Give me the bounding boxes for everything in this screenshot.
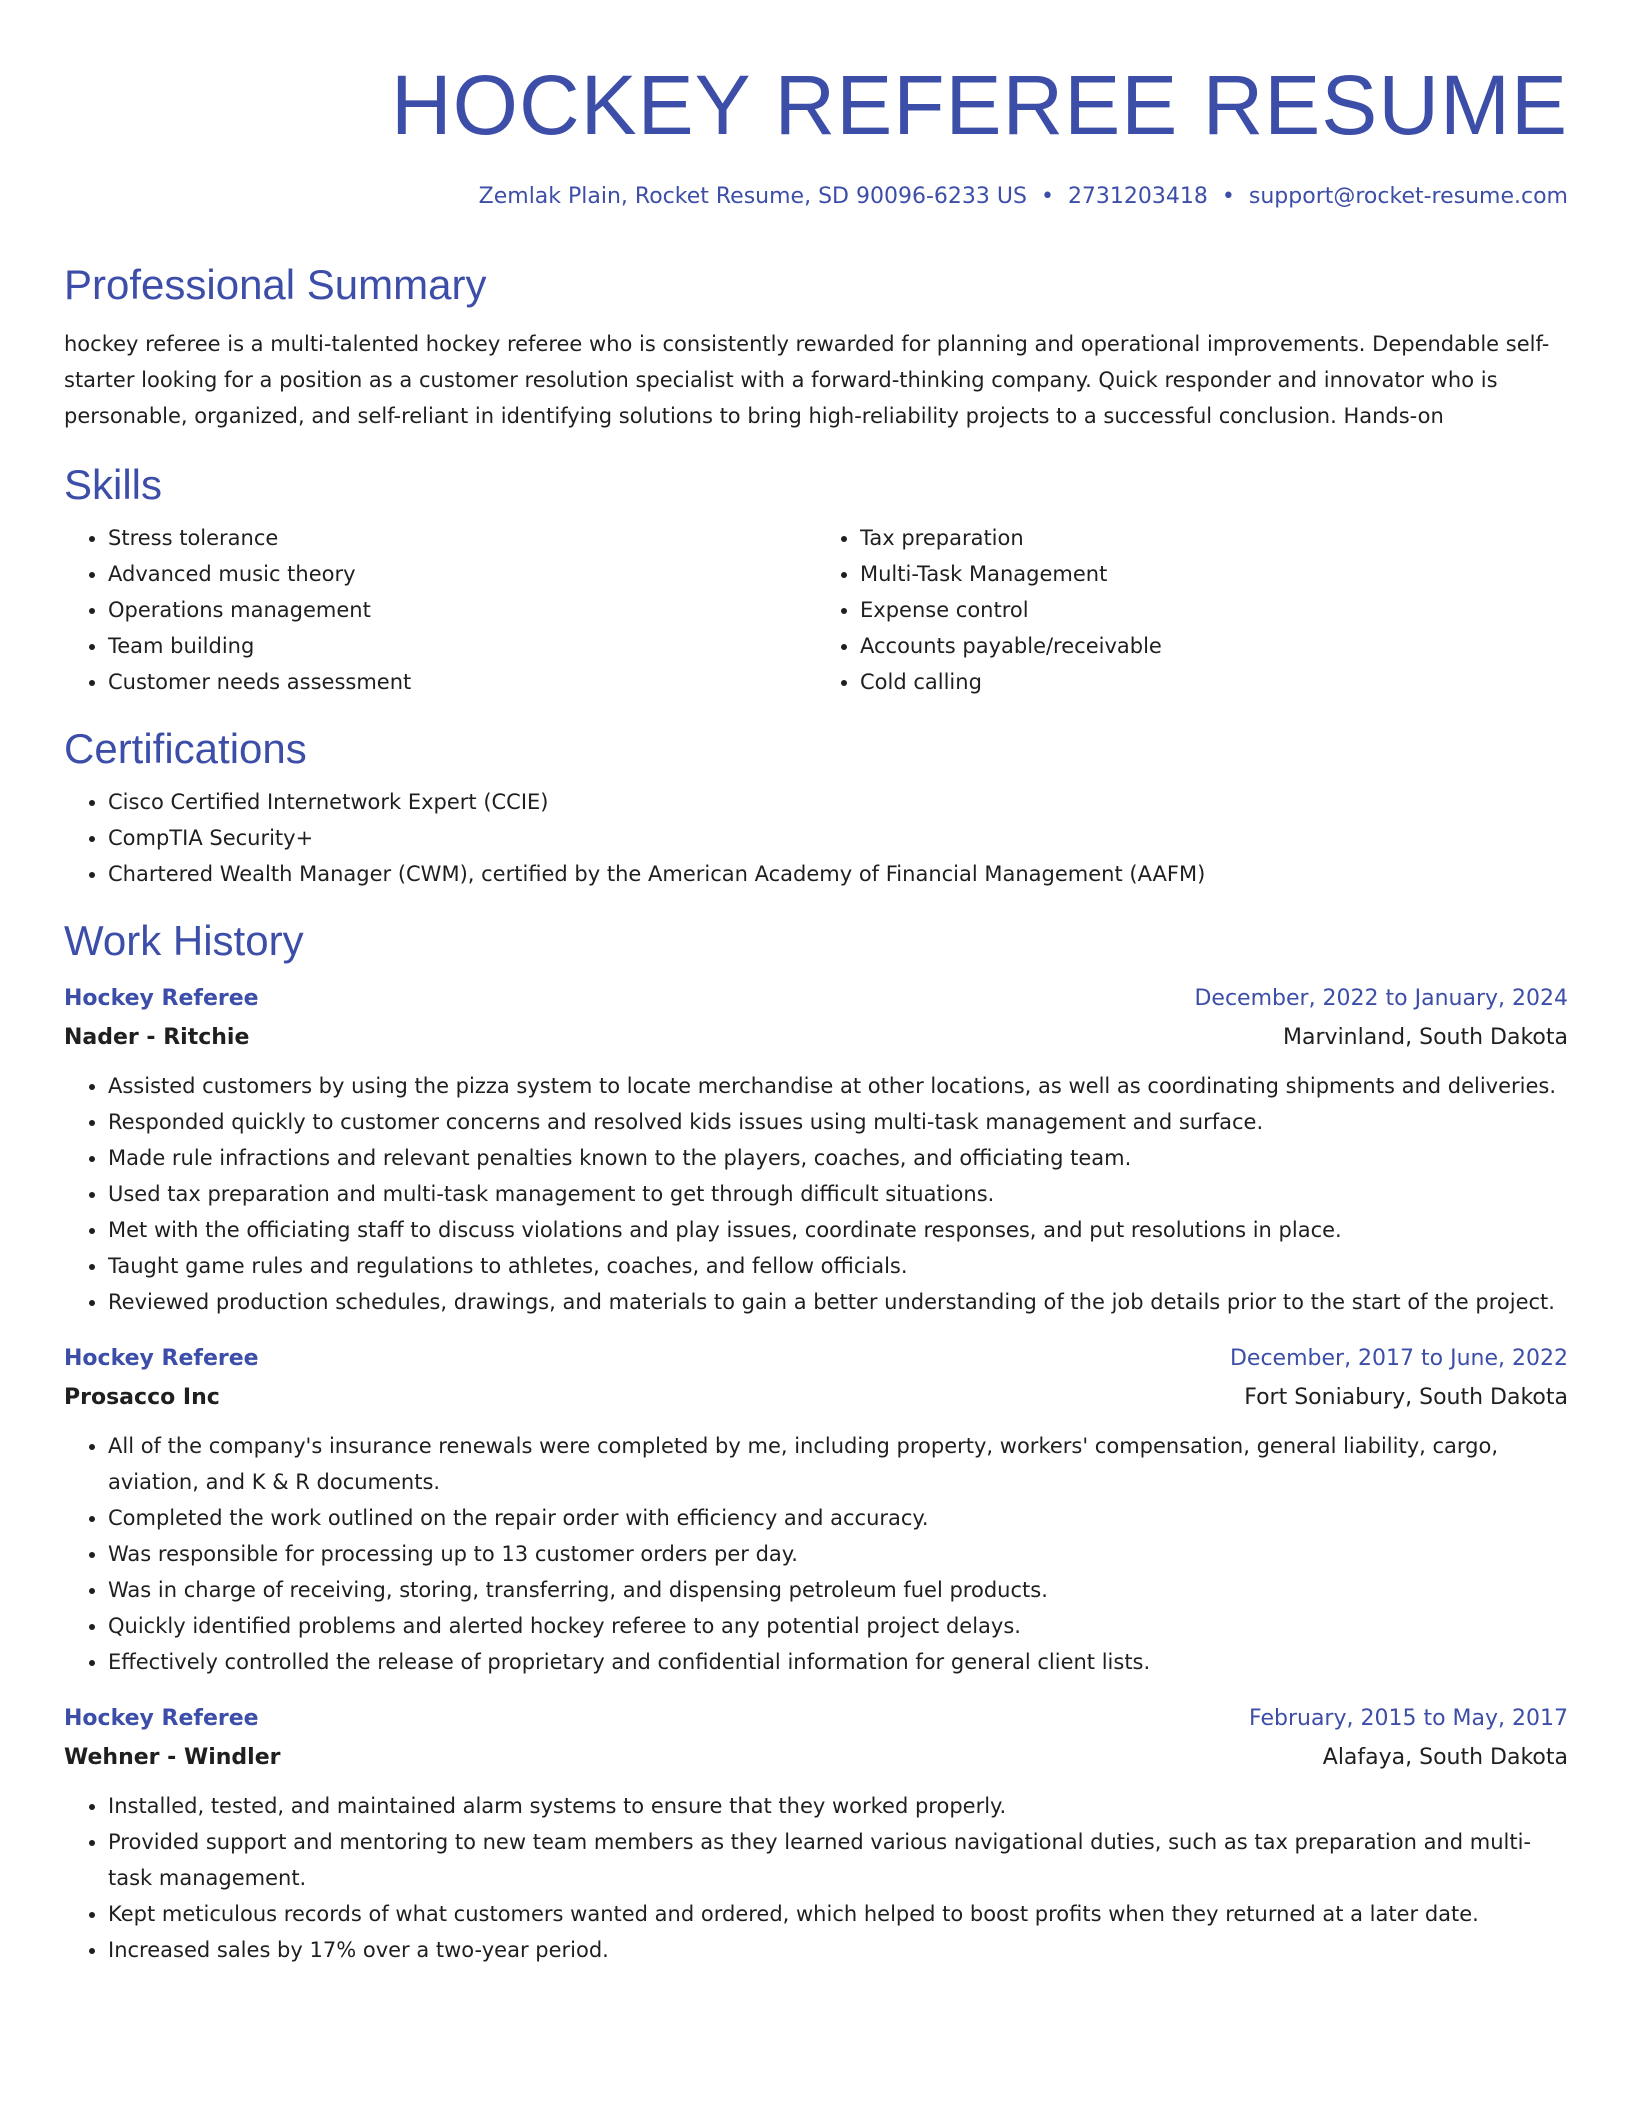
- skills-heading: Skills: [64, 461, 163, 508]
- skill-item: • Cold calling: [860, 664, 1568, 700]
- job-company: Prosacco Inc: [64, 1385, 220, 1410]
- contact-separator: •: [1221, 184, 1235, 209]
- certifications-heading: Certifications: [64, 725, 307, 772]
- job-title: Hockey Referee: [64, 1346, 259, 1371]
- job-header-row: [64, 1340, 1568, 1378]
- job-bullets: [64, 1788, 1568, 1968]
- job-company: Wehner - Windler: [64, 1745, 281, 1770]
- job-bullet: • Installed, tested, and maintained alarm systems to ensure that they worked properly.: [108, 1788, 1568, 1824]
- job-company: Nader - Ritchie: [64, 1025, 250, 1050]
- job-bullet: • Taught game rules and regulations to athletes, coaches, and fellow officials.: [108, 1248, 1568, 1284]
- job-location: Alafaya, South Dakota: [1322, 1745, 1568, 1770]
- job-entry: [64, 980, 1568, 1320]
- skill-item: • Multi-Task Management: [860, 556, 1568, 592]
- summary-heading: Professional Summary: [64, 261, 487, 308]
- contact-line: [64, 182, 1568, 212]
- skill-item: • Tax preparation: [860, 520, 1568, 556]
- skills-column-right: [816, 520, 1568, 700]
- job-company-row: [64, 1378, 1568, 1418]
- skill-item: • Accounts payable/receivable: [860, 628, 1568, 664]
- skill-item: • Customer needs assessment: [108, 664, 816, 700]
- job-header-row: [64, 1700, 1568, 1738]
- job-bullet: • Responded quickly to customer concerns and resolved kids issues using multi-task management and surface.: [108, 1104, 1568, 1140]
- skills-column-left: [64, 520, 816, 700]
- contact-separator: •: [1040, 184, 1054, 209]
- job-bullets: [64, 1428, 1568, 1680]
- job-dates: February, 2015 to May, 2017: [1249, 1706, 1568, 1731]
- skills-list: [64, 520, 1568, 700]
- job-title: Hockey Referee: [64, 986, 259, 1011]
- job-company-row: [64, 1018, 1568, 1058]
- job-bullet: • Effectively controlled the release of proprietary and confidential information for general client lists.: [108, 1644, 1568, 1680]
- skill-item: • Operations management: [108, 592, 816, 628]
- job-dates: December, 2017 to June, 2022: [1229, 1346, 1568, 1371]
- contact-address: Zemlak Plain, Rocket Resume, SD 90096-6233 US: [478, 184, 1027, 209]
- job-bullet: • Provided support and mentoring to new team members as they learned various navigational duties, such as tax preparation and multi-task management.: [108, 1824, 1568, 1896]
- contact-phone: 2731203418: [1067, 184, 1208, 209]
- certification-item: • Chartered Wealth Manager (CWM), certified by the American Academy of Financial Management (AAFM): [108, 856, 1568, 892]
- job-bullet: • Made rule infractions and relevant penalties known to the players, coaches, and officiating team.: [108, 1140, 1568, 1176]
- contact-email: support@rocket-resume.com: [1248, 184, 1568, 209]
- job-title: Hockey Referee: [64, 1706, 259, 1731]
- skill-item: • Stress tolerance: [108, 520, 816, 556]
- job-location: Marvinland, South Dakota: [1283, 1025, 1568, 1050]
- job-bullet: • All of the company's insurance renewals were completed by me, including property, workers' compensation, general liability, cargo, aviation, and K & R documents.: [108, 1428, 1568, 1500]
- skill-item: • Team building: [108, 628, 816, 664]
- job-bullet: • Quickly identified problems and alerted hockey referee to any potential project delays.: [108, 1608, 1568, 1644]
- skill-item: • Advanced music theory: [108, 556, 816, 592]
- resume-page: [64, 0, 1568, 1968]
- job-company-row: [64, 1738, 1568, 1778]
- work-history-heading: Work History: [64, 917, 304, 964]
- certifications-list: [64, 784, 1568, 892]
- job-dates: December, 2022 to January, 2024: [1194, 986, 1568, 1011]
- job-bullet: • Kept meticulous records of what customers wanted and ordered, which helped to boost profits when they returned at a later date.: [108, 1896, 1568, 1932]
- skill-item: • Expense control: [860, 592, 1568, 628]
- job-entry: [64, 1340, 1568, 1680]
- job-bullet: • Was in charge of receiving, storing, transferring, and dispensing petroleum fuel products.: [108, 1572, 1568, 1608]
- summary-text: hockey referee is a multi-talented hockey referee who is consistently rewarded for planning and operational improvements. Dependable self-starter looking for a position as a customer resolution specialist with a forward-thinking company. Quick responder and innovator who is personable, organized, and self-reliant in identifying solutions to bring high-reliability projects to a successful conclusion. Hands-on: [64, 332, 1550, 428]
- certification-item: • CompTIA Security+: [108, 820, 1568, 856]
- job-bullet: • Used tax preparation and multi-task management to get through difficult situations.: [108, 1176, 1568, 1212]
- job-bullet: • Assisted customers by using the pizza system to locate merchandise at other locations, as well as coordinating shipments and deliveries.: [108, 1068, 1568, 1104]
- job-header-row: [64, 980, 1568, 1018]
- job-location: Fort Soniabury, South Dakota: [1244, 1385, 1568, 1410]
- resume-title: HOCKEY REFEREE RESUME: [390, 58, 1568, 152]
- job-bullet: • Increased sales by 17% over a two-year period.: [108, 1932, 1568, 1968]
- job-bullets: [64, 1068, 1568, 1320]
- job-bullet: • Completed the work outlined on the repair order with efficiency and accuracy.: [108, 1500, 1568, 1536]
- job-bullet: • Met with the officiating staff to discuss violations and play issues, coordinate responses, and put resolutions in place.: [108, 1212, 1568, 1248]
- job-bullet: • Reviewed production schedules, drawings, and materials to gain a better understanding of the job details prior to the start of the project.: [108, 1284, 1568, 1320]
- job-bullet: • Was responsible for processing up to 13 customer orders per day.: [108, 1536, 1568, 1572]
- certification-item: • Cisco Certified Internetwork Expert (CCIE): [108, 784, 1568, 820]
- job-entry: [64, 1700, 1568, 1968]
